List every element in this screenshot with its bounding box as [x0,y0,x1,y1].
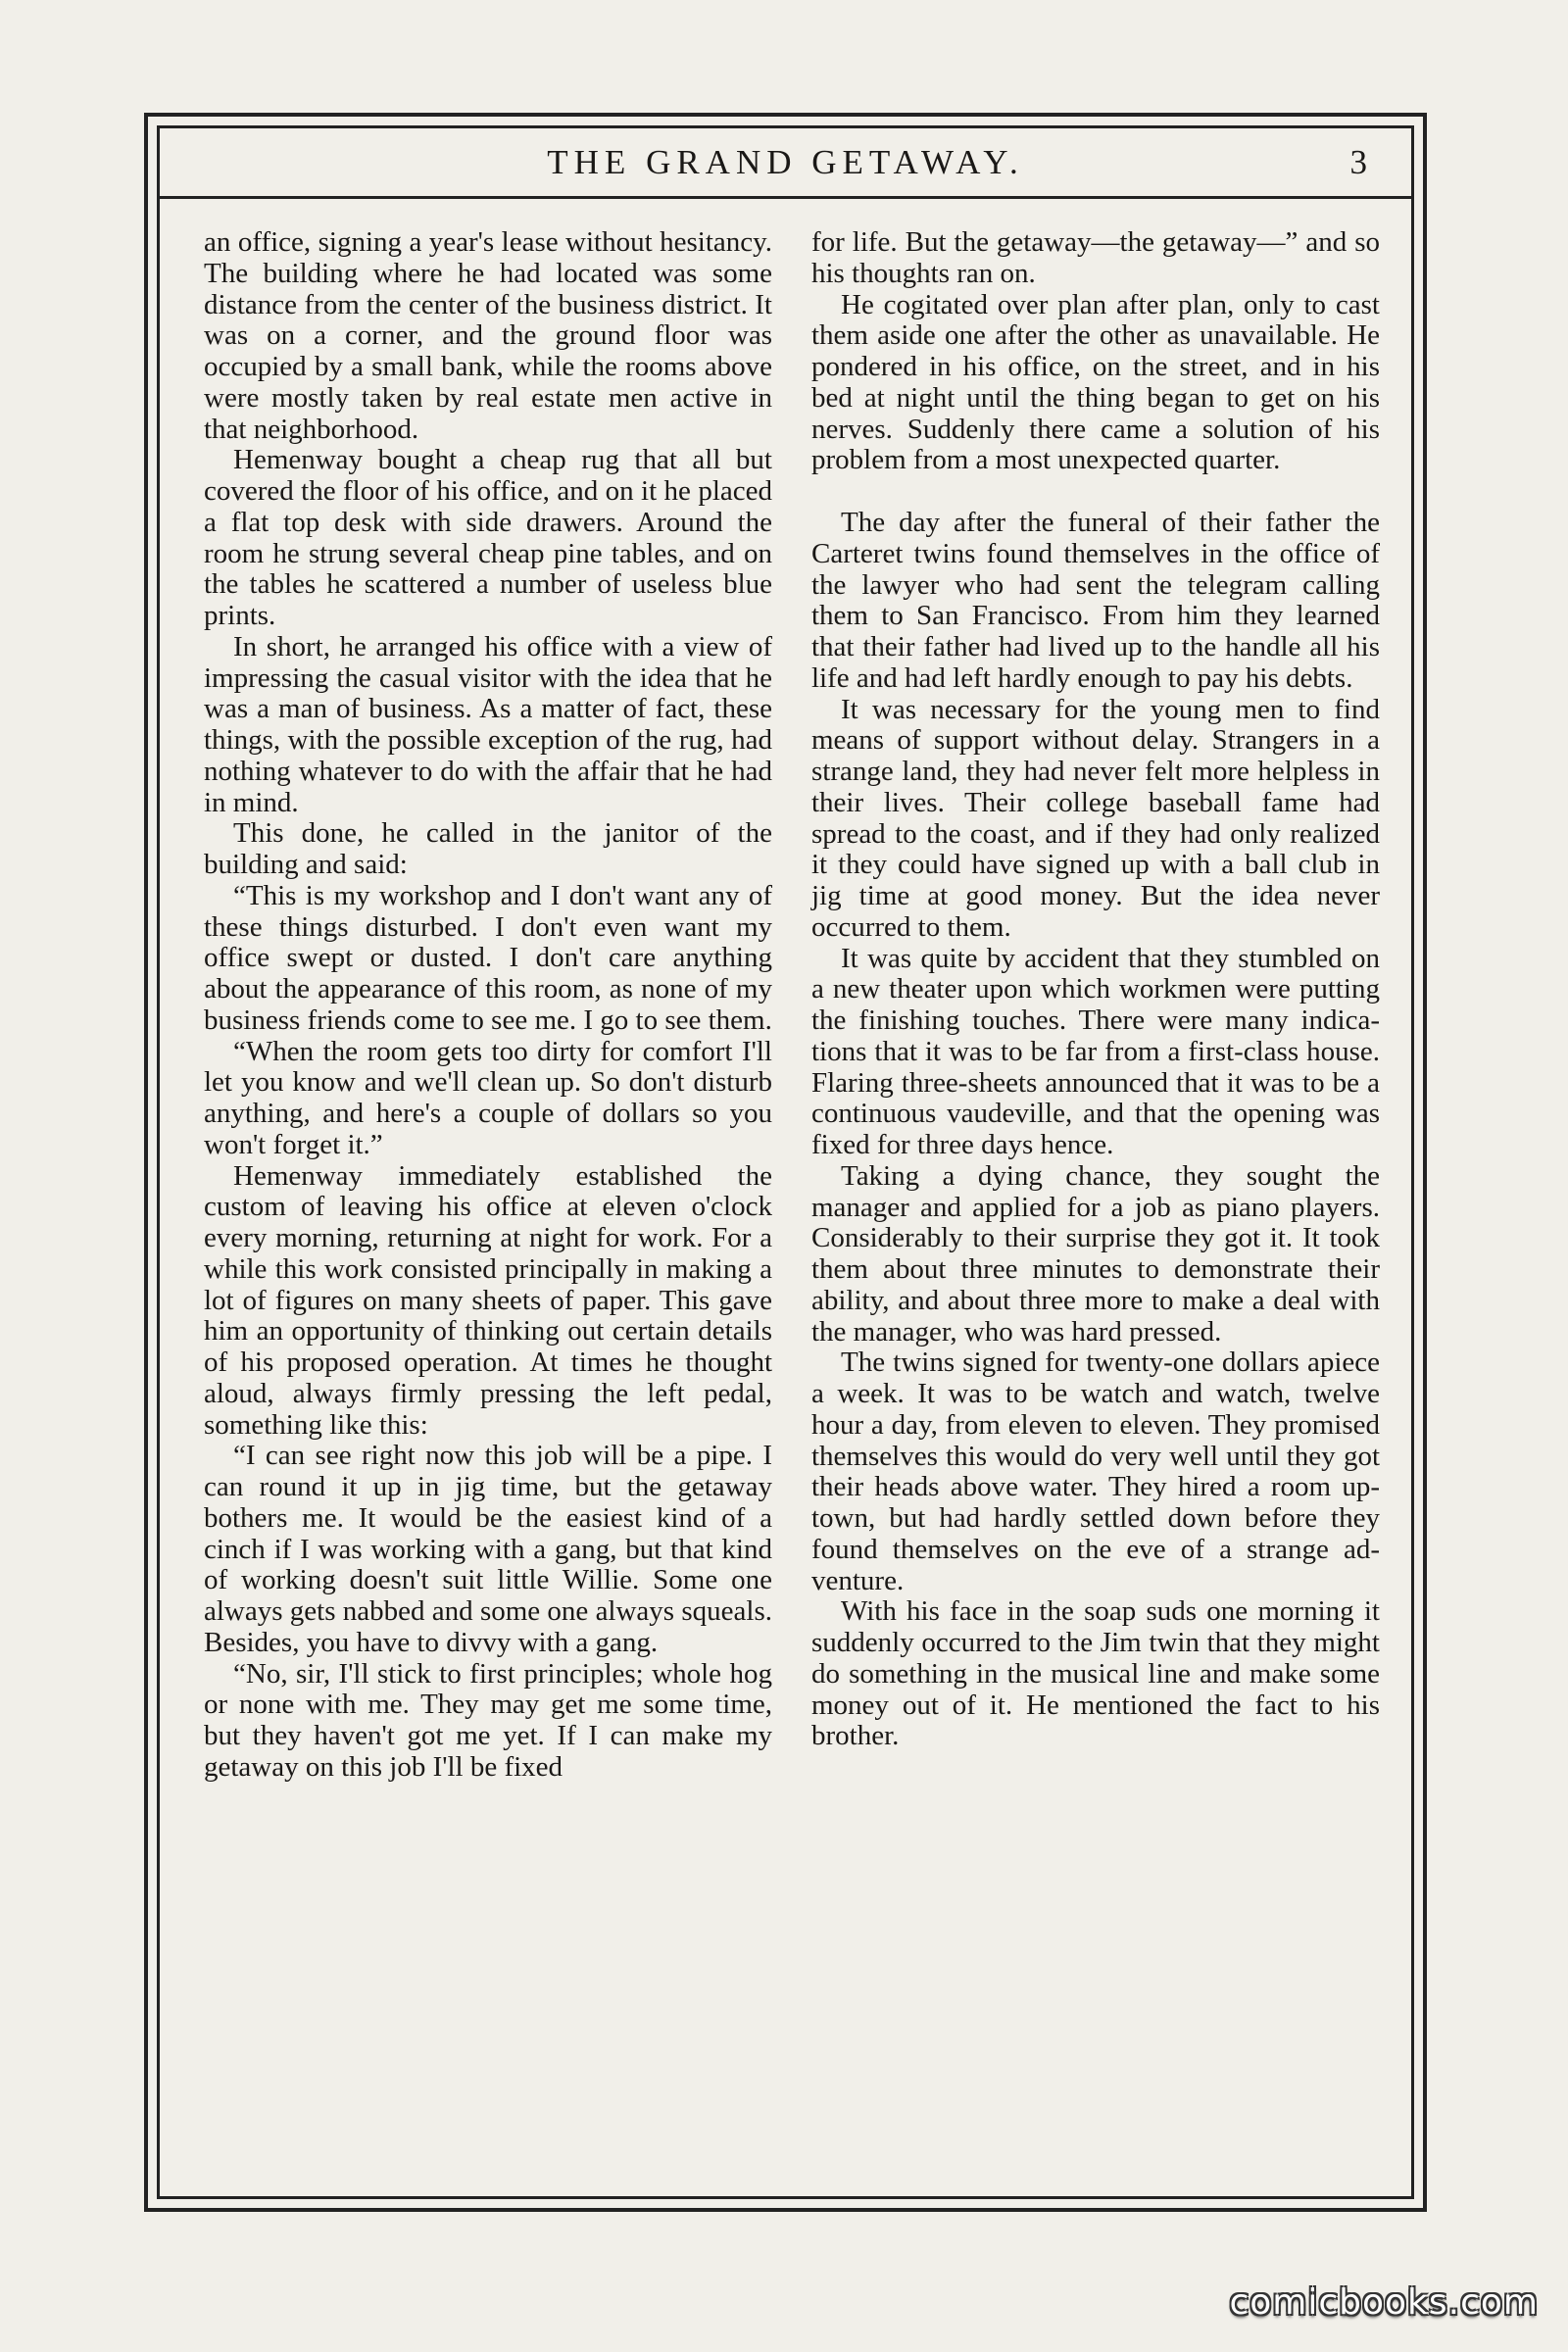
paragraph: He cogitated over plan after plan, only to cast them aside one after the other as unavailable. He pondered in his office, on the street, and in his bed at night until the thing began to get on his nerves. Suddenly there came a solution of his problem from a most unexpected quarter. [811,288,1380,476]
paragraph: for life. But the getaway—the getaway—” and so his thoughts ran on. [811,226,1380,289]
right-column [811,227,1380,1752]
paragraph: an office, signing a year's lease without hesitancy. The building where he had located was some distance from the center of the business district. It was on a corner, and the ground floor was occupied by a small bank, while the rooms above were mostly taken by real estate men active in that neighborhood. [204,226,772,445]
section-break [811,476,1380,508]
paragraph: “No, sir, I'll stick to first principles; whole hog or none with me. They may get me some time, but they haven't got me yet. If I can make my getaway on this job I'll be fixed [204,1657,772,1783]
paragraph: Taking a dying chance, they sought the manager and applied for a job as piano players. Considerably to their surprise they got it. It took them about three minutes to demonstrate their ability, and about three more to make a deal with the manager, who was hard pressed. [811,1159,1380,1348]
watermark: comicbooks.com [1229,2282,1539,2323]
running-title: THE GRAND GETAWAY. [547,143,1024,181]
header-rule [157,196,1414,199]
paragraph: This done, he called in the janitor of the building and said: [204,817,772,880]
left-column [204,227,772,1784]
paragraph: Hemenway bought a cheap rug that all but covered the floor of his office, and on it he placed a flat top desk with side drawers. Around the room he strung several cheap pine tables, and on the tables he scattered a number of useless blue prints. [204,444,772,631]
paragraph: “I can see right now this job will be a pipe. I can round it up in jig time, but the getaway bothers me. It would be the easiest kind of a cinch if I was working with a gang, but that kind of working doesn't suit little Willie. Some one always gets nabbed and some one always squeals. Besides, you have to divvy with a gang. [204,1440,772,1658]
paragraph: It was quite by accident that they stumbled on a new theater upon which workmen were putting the finishing touches. There were many indications that it was to be far from a first-class house. Flaring three-sheets announced that it was to be a continuous vaudeville, and that the opening was fixed for three days hence. [811,942,1380,1160]
page-number: 3 [1349,143,1367,181]
paragraph: “When the room gets too dirty for comfort I'll let you know and we'll clean up. So don't disturb anything, and here's a couple of dollars so you won't forget it.” [204,1035,772,1160]
paragraph: In short, he arranged his office with a view of impressing the casual visitor with the idea that he was a man of business. As a matter of fact, these things, with the possible exception of the rug, had nothing whatever to do with the affair that he had in mind. [204,630,772,818]
paragraph: With his face in the soap suds one morning it suddenly occurred to the Jim twin that they might do something in the musical line and make some money out of it. He mentioned the fact to his brother. [811,1595,1380,1752]
paragraph: “This is my workshop and I don't want any of these things disturbed. I don't even want my office swept or dusted. I don't care anything about the appearance of this room, as none of my business friends come to see me. I go to see them. [204,879,772,1036]
paragraph: It was necessary for the young men to find means of support without delay. Strangers in a strange land, they had never felt more helpless in their lives. Their college baseball fame had spread to the coast, and if they had only realized it they could have signed up with a ball club in jig time at good money. But the idea never occurred to them. [811,693,1380,943]
paragraph: The twins signed for twenty-one dollars apiece a week. It was to be watch and watch, twelve hour a day, from eleven to eleven. They promised themselves this would do very well until they got their heads above water. They hired a room up-town, but had hardly settled down before they found themselves on the eve of a strange adventure. [811,1347,1380,1596]
paragraph: Hemenway immediately established the custom of leaving his office at eleven o'clock every morning, returning at night for work. For a while this work consisted principally in making a lot of figures on many sheets of paper. This gave him an opportunity of thinking out certain details of his proposed operation. At times he thought aloud, always firmly pressing the left pedal, something like this: [204,1159,772,1441]
paragraph: The day after the funeral of their father the Carteret twins found themselves in the office of the lawyer who had sent the telegram calling them to San Francisco. From him they learned that their father had lived up to the handle all his life and had left hardly enough to pay his debts. [811,507,1380,694]
